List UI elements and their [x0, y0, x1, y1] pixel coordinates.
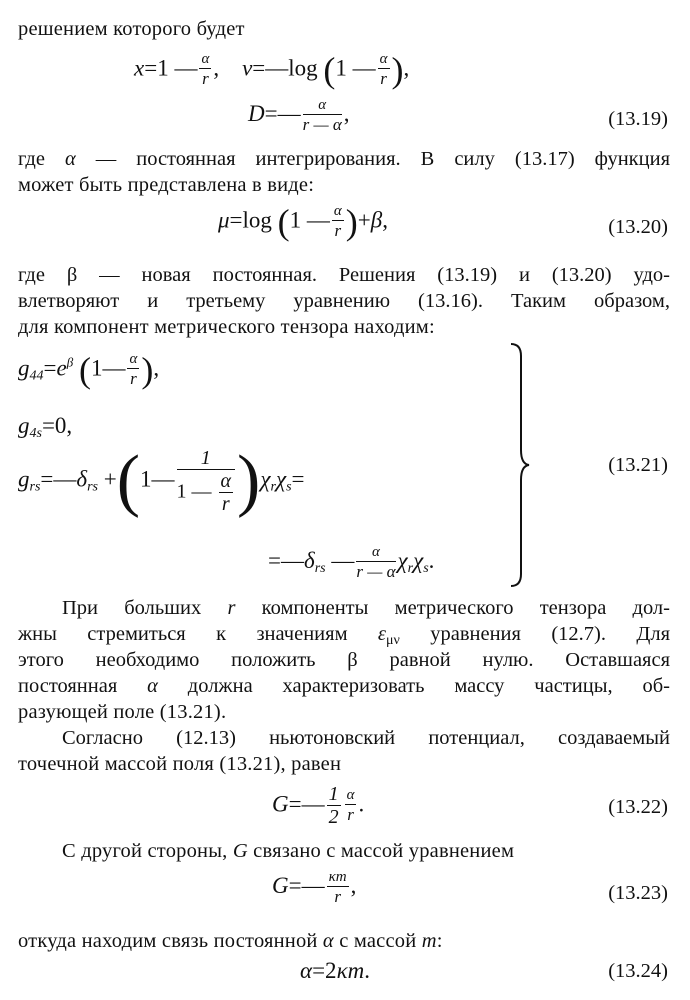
equation-13-21-g4s: $g_{4s}=0$, — [18, 413, 73, 441]
text-line-13: точечной массой поля (13.21), равен — [18, 753, 342, 775]
text-line-15: откуда находим связь постоянной α с массой m: — [18, 930, 443, 952]
text-line-10: постоянная α должна характеризовать массу частицы, об- — [18, 675, 670, 697]
text-line-11: разующей поле (13.21). — [18, 701, 227, 723]
text-line-2: где α — постоянная интегрирования. В силу (13.17) функция — [18, 148, 671, 170]
text-line-7: При больших r компоненты метрического тензора дол- — [62, 597, 670, 619]
text-line-9: этого необходимо положить β равной нулю. Оставшаяся — [18, 649, 670, 671]
text-line-5: влетворяют и третьему уравнению (13.16). Таким образом, — [18, 290, 670, 312]
equation-number-13-24: (13.24) — [608, 960, 668, 982]
equation-13-21-grs-continued: $=—\delta_{rs}$ — $\frac{\alpha}{r — \alpha}$ $\chi_r\chi_s$. — [268, 544, 435, 581]
equation-number-13-21: (13.21) — [608, 454, 668, 476]
equation-13-19-line-1: x=1 — $\frac{\alpha}{r}$ , ν=—log (1 — $\frac{\alpha}{r}$ ), — [134, 50, 410, 90]
text-line-12: Согласно (12.13) ньютоновский потенциал, создаваемый — [62, 727, 670, 749]
equation-number-13-19: (13.19) — [608, 108, 668, 130]
equation-13-20: μ=log (1 — $\frac{\alpha}{r}$ )+β, — [218, 202, 388, 242]
text-line-4: где β — новая постоянная. Решения (13.19) и (13.20) удо- — [18, 264, 670, 286]
equation-number-13-23: (13.23) — [608, 882, 668, 904]
equation-number-13-22: (13.22) — [608, 796, 668, 818]
right-brace — [505, 340, 533, 590]
text-line-14: С другой стороны, G связано с массой уравнением — [62, 840, 515, 862]
equation-13-19-line-2: D=— $\frac{\alpha}{r — \alpha}$ , — [248, 97, 350, 134]
text-line-1: решением которого будет — [18, 18, 245, 40]
equation-13-21-g44: $g_{44}=e^\beta$ (1— $\frac{\alpha}{r}$ ), — [18, 350, 160, 390]
text-line-6: для компонент метрического тензора находим: — [18, 316, 435, 338]
text-line-8: жны стремиться к значениям $\varepsilon_{\mu\nu}$ уравнения (12.7). Для — [18, 623, 670, 648]
text-line-3: может быть представлена в виде: — [18, 174, 315, 196]
equation-13-23: G=— $\frac{\kappa m}{r}$ , — [272, 869, 357, 906]
equation-13-24: α=2κm. — [300, 958, 370, 983]
equation-13-22: G=— $\frac{1}{2}$ $\frac{\alpha}{r}$ . — [272, 783, 365, 828]
equation-number-13-20: (13.20) — [608, 216, 668, 238]
equation-13-21-grs: $g_{rs}=—\delta_{rs}$ +(1— 1 1 — $\frac{\alpha}{r}$ )$\chi_r\chi_s=$ — [18, 442, 305, 519]
